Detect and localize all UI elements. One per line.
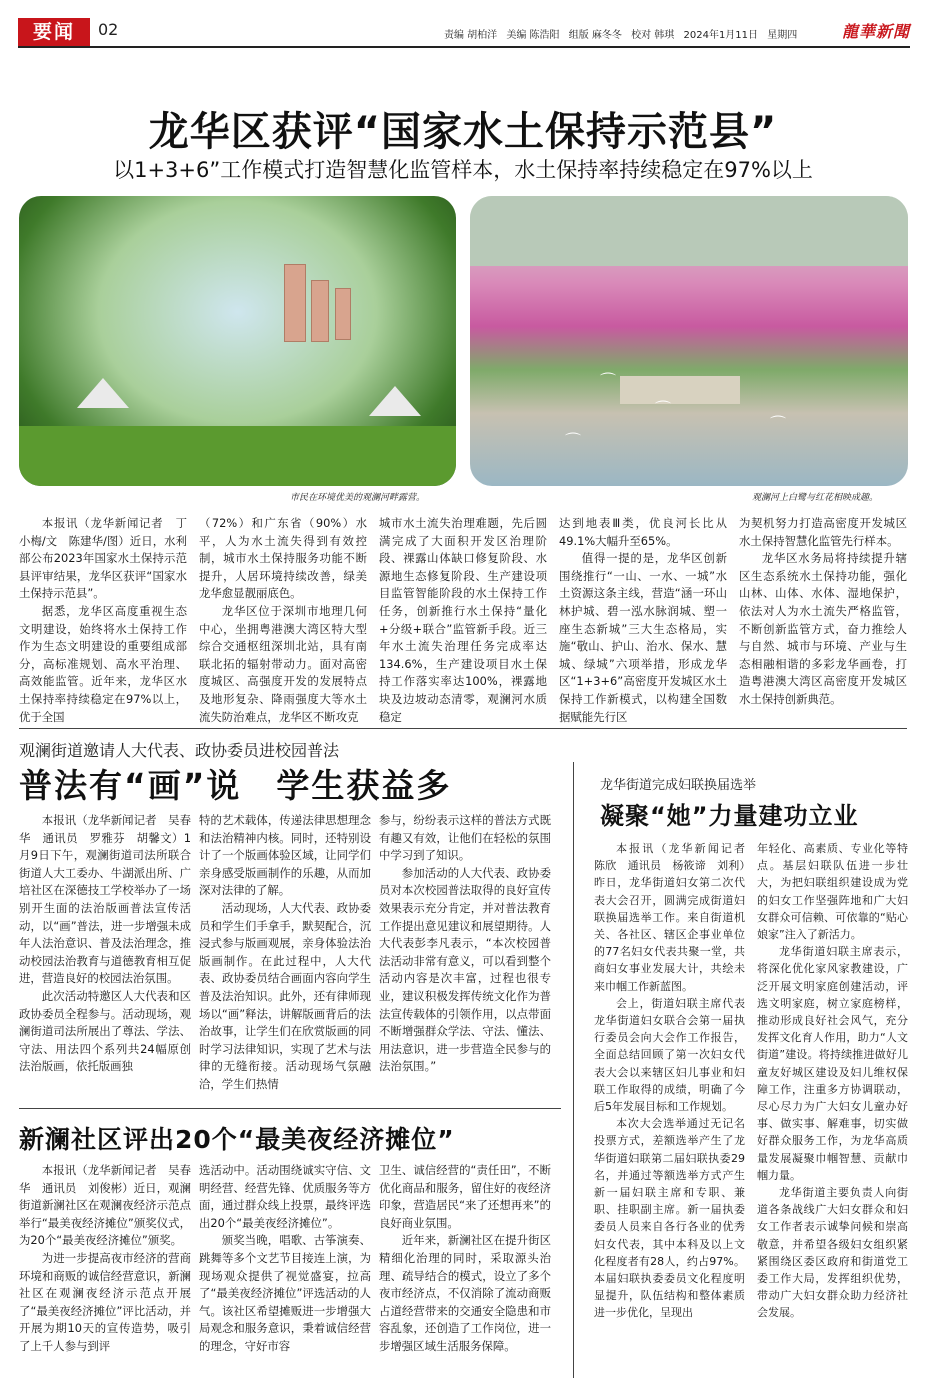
egret-icon: ⌒	[655, 399, 672, 418]
story4-column-3	[379, 1162, 551, 1356]
page-number: 02	[98, 20, 119, 39]
credit-designer: 美编 陈浩阳	[506, 30, 560, 41]
egret-icon: ⌒	[770, 414, 787, 433]
credit-editor: 责编 胡柏洋	[444, 30, 498, 41]
tower-building	[311, 280, 329, 342]
paragraph: 颁奖当晚，唱歌、古筝演奏、跳舞等多个文艺节目接连上演，为现场观众提供了视觉盛宴，拉高了“最美夜经济摊位”评选活动的人气。该社区希望摊贩进一步增强大局观念和服务意识，秉着诚信经营的理念，守好市容	[199, 1233, 371, 1353]
story2-column-3	[379, 812, 551, 1076]
paragraph: 龙华区位于深圳市地理几何中心，坐拥粤港澳大湾区特大型综合交通枢纽深圳北站，具有南联北拓的辐射带动力。面对高密度城区、高强度开发的发展特点及地形复杂、降雨强度大等水土流失防治难点，龙华区不断攻克	[199, 603, 367, 724]
story3-column-2	[757, 840, 908, 1322]
newspaper-logo[interactable]: 龍華新聞	[841, 22, 910, 41]
paragraph: 近年来，新澜社区在提升街区精细化治理的同时，采取源头治理、疏导结合的模式，设立了多个夜市经济点，不仅消除了流动商贩占道经营带来的交通安全隐患和市容乱象，还创造了工作岗位，进一步增强区域生活服务保障。	[379, 1233, 551, 1353]
credit-proofreader: 校对 韩琪	[631, 30, 675, 41]
masthead	[18, 16, 910, 48]
lead-headline[interactable]: 龙华区获评“国家水土保持示范县”	[148, 109, 778, 155]
tent-shape	[369, 386, 421, 416]
lead-column-5	[739, 515, 907, 709]
paragraph: （72%）和广东省（90%）水平，人为水土流失得到有效控制，城市水土保持服务功能不断提升，人居环境持续改善，绿美龙华愈显靓丽底色。	[199, 516, 367, 601]
story2-column-1	[19, 812, 191, 1076]
sky-skyline	[470, 196, 908, 266]
riverside-camping-photo[interactable]	[19, 196, 456, 486]
tower-building	[284, 264, 306, 342]
story3-column-1	[594, 840, 756, 1322]
paragraph: 城市水土流失治理难题，先后圆满完成了大面积开发区治理阶段、裸露山体缺口修复阶段、水源地生态修复阶段、生产建设项目监管智能阶段的水土保持工作任务，创新推行水土保持“量化+分级+联合”监管新手段。近三年水土流失治理任务完成率达134.6%，生产建设项目水土保持工作落实率达100%，裸露地块及边坡动态清零，观澜河水质稳定	[379, 516, 547, 724]
paragraph: 此次活动特邀区人大代表和区政协委员全程参与。活动现场，观澜街道司法所展出了尊法、学法、守法、用法四个系列共24幅原创法治版画，依托版画独	[19, 988, 191, 1074]
egret-icon: ⌒	[600, 371, 617, 390]
paragraph: 本报讯（龙华新闻记者 吴春华 通讯员 刘俊彬）近日，观澜街道新澜社区在观澜夜经济示范点举行“最美夜经济摊位”颁奖仪式，为20个“最美夜经济摊位”颁奖。	[19, 1163, 191, 1248]
issue-date: 2024年1月11日	[683, 30, 759, 41]
photo-caption-left: 市民在环境优美的观澜河畔露营。	[290, 493, 426, 503]
paragraph: 活动现场，人大代表、政协委员和学生们手拿手，默契配合，沉浸式参与版画观展，亲身体验法治版画制作。在此过程中，人大代表、政协委员结合画面内容向学生普及法治知识。此外，还有律师现场以“画”释法，讲解版画背后的法治故事，让学生们在欣赏版画的同时学习法律知识，实现了艺术与法律的无缝衔接。活动现场气氛融洽，学生们热情	[199, 900, 371, 1091]
paragraph: 本报讯（龙华新闻记者 吴春华 通讯员 罗雅芬 胡馨文）1月9日下午，观澜街道司法所联合街道人大工委办、牛湖派出所、广培社区在深德技工学校举办了一场别开生面的法治版画普法宣传活动，以“画”普法，进一步增强未成年人法治意识、普及法治理念，推动校园法治教育与道德教育相互促进，营造良好的校园法治氛围。	[19, 813, 191, 986]
paragraph: 值得一提的是，龙华区创新围绕推行“一山、一水、一城”水土资源这条主线，营造“涵一环山林护城、碧一泓水脉润城、塑一座生态新城”三大生态格局，实施“敬山、护山、治水、保水、慧城、绿城”六项举措，形成龙华区“1+3+6”高密度开发城区水土保持工作新模式，以构建全国数据赋能先行区	[559, 551, 727, 724]
section-divider	[19, 1108, 561, 1109]
lead-column-1	[19, 515, 187, 726]
story2-headline[interactable]: 普法有“画”说 学生获益多	[19, 766, 452, 805]
paragraph: 为契机努力打造高密度开发城区水土保持智慧化监管先行样本。	[739, 516, 907, 548]
lead-column-3	[379, 515, 547, 726]
tent-shape	[77, 378, 129, 408]
egret-icon: ⌒	[565, 431, 582, 450]
paragraph: 本报讯（龙华新闻记者 丁小梅/文 陈建华/图）近日，水利部公布2023年国家水土保持示范县评审结果，龙华区获评“国家水土保持示范县”。	[19, 516, 187, 601]
paragraph: 参加活动的人大代表、政协委员对本次校园普法取得的良好宣传效果表示充分肯定，并对普法教育工作提出意见建议和展望期待。人大代表彭李凡表示，“本次校园普法活动非常有意义，可以看到整个活动内容是次丰富，过程也很专业，建议积极发挥传统文化作为普法宣传载体的引领作用，以点带面不断增强群众学法、守法、懂法、用法意识，进一步营造全民参与的法治氛围。”	[379, 865, 551, 1074]
credits-line	[444, 26, 803, 41]
photo-caption-right: 观澜河上白鹭与红花相映成趣。	[752, 493, 879, 503]
paragraph: 会上，街道妇联主席代表龙华街道妇女联合会第一届执行委员会向大会作工作报告，全面总结回顾了第一次妇女代表大会以来辖区妇儿事业和妇联工作取得的成绩，明确了今后5年发展目标和工作规划。	[594, 996, 745, 1114]
column-divider	[573, 762, 574, 1378]
paragraph: 年轻化、高素质、专业化等特点。基层妇联队伍进一步壮大，为把妇联组织建设成为党的妇女工作坚强阵地和广大妇女群众可信赖、可依靠的“贴心娘家”注入了新活力。	[757, 842, 908, 942]
river-embankment	[620, 376, 740, 404]
lawn	[19, 426, 456, 486]
lead-column-4	[559, 515, 727, 726]
paragraph: 本报讯（龙华新闻记者 陈欣 通讯员 杨筱谛 刘利）昨日，龙华街道妇女第二次代表大会召开，圆满完成街道妇联换届选举工作。来自街道机关、各社区、辖区企事业单位的77名妇女代表共聚一堂，共商妇女事业发展大计，共绘未来巾帼工作新蓝图。	[594, 842, 756, 993]
credit-layout: 组版 麻冬冬	[568, 30, 622, 41]
paragraph: 据悉，龙华区高度重视生态文明建设，始终将水土保持工作作为生态文明建设的重要组成部分，高标准规划、高水平治理、高效能监管。近年来，龙华区水土保持率持续稳定在97%以上，优于全国	[19, 603, 187, 724]
paragraph: 本次大会选举通过无记名投票方式，差额选举产生了龙华街道妇联第二届妇联执委29名，并通过等额选举方式产生新一届妇联主席和专职、兼职、挂职副主席。新一届执委委员人员来自各行各业的优秀妇女代表，其中本科及以上文化程度者有28人，约占97%。本届妇联执委委员文化程度明显提升，队伍结构和整体素质进一步优化，呈现出	[594, 1117, 745, 1320]
story2-column-2	[199, 812, 371, 1094]
section-divider	[19, 728, 907, 729]
issue-weekday: 星期四	[767, 30, 798, 41]
story3-headline[interactable]: 凝聚“她”力量建功立业	[600, 802, 859, 830]
section-tag[interactable]: 要闻	[18, 18, 90, 46]
story3-kicker: 龙华街道完成妇联换届选举	[600, 778, 757, 793]
paragraph: 达到地表Ⅲ类，优良河长比从49.1%大幅升至65%。	[559, 516, 727, 548]
lead-column-2	[199, 515, 367, 726]
tower-building	[335, 288, 351, 340]
paragraph: 特的艺术载体，传递法律思想理念和法治精神内核。同时，还特别设计了一个版画体验区域，让同学们亲身感受版画制作的乐趣，从而加深对法律的了解。	[199, 813, 371, 898]
paragraph: 参与，纷纷表示这样的普法方式既有趣又有效，让他们在轻松的氛围中学习到了知识。	[379, 813, 551, 863]
story4-column-2	[199, 1162, 371, 1356]
egrets-river-photo[interactable]	[470, 196, 908, 486]
story4-column-1	[19, 1162, 191, 1356]
lead-subheadline: 以1+3+6”工作模式打造智慧化监管样本，水土保持率持续稳定在97%以上	[113, 158, 813, 182]
story2-kicker: 观澜街道邀请人大代表、政协委员进校园普法	[19, 741, 340, 760]
paragraph: 龙华街道妇联主席表示，将深化优化家风家教建设，广泛开展文明家庭创建活动，评选文明家庭，树立家庭榜样，推动形成良好社会风气，充分发挥文化育人作用，助力“人文街道”建设。将持续推进做好儿童友好城区建设及妇儿维权保障工作，注重多方协调联动，尽心尽力为广大妇女儿童办好事、做实事、解难事，切实做好群众服务工作，为龙华高质量发展凝聚巾帼智慧、贡献巾帼力量。	[757, 945, 908, 1182]
paragraph: 龙华区水务局将持续提升辖区生态系统水土保持功能，强化山林、山体、水体、湿地保护，依法对人为水土流失严格监管，不断创新监管方式，奋力推绘人与自然、城市与环境、产业与生态相融相谐的多彩龙华画卷，打造粤港澳大湾区高密度开发城区水土保持创新典范。	[739, 551, 907, 706]
paragraph: 卫生、诚信经营的“责任田”，不断优化商品和服务，留住好的夜经济印象，营造居民“来了还想再来”的良好商业氛围。	[379, 1163, 551, 1230]
paragraph: 选活动中。活动围绕诚实守信、文明经营、经营先锋、优质服务等方面，通过群众线上投票，最终评选出20个“最美夜经济摊位”。	[199, 1163, 371, 1230]
paragraph: 为进一步提高夜市经济的营商环境和商贩的诚信经营意识，新澜社区在观澜夜经济示范点开展了“最美夜经济摊位”评比活动，并开展为期10天的宣传造势，吸引了上千人参与到评	[19, 1250, 191, 1353]
story4-headline[interactable]: 新澜社区评出20个“最美夜经济摊位”	[19, 1125, 455, 1154]
paragraph: 龙华街道主要负责人向街道各条战线广大妇女群众和妇女工作者表示诚挚问候和崇高敬意，并希望各级妇女组织紧紧围绕区委区政府和街道党工委工作大局，发挥组织优势，带动广大妇女群众助力经济社会发展。	[757, 1186, 908, 1320]
